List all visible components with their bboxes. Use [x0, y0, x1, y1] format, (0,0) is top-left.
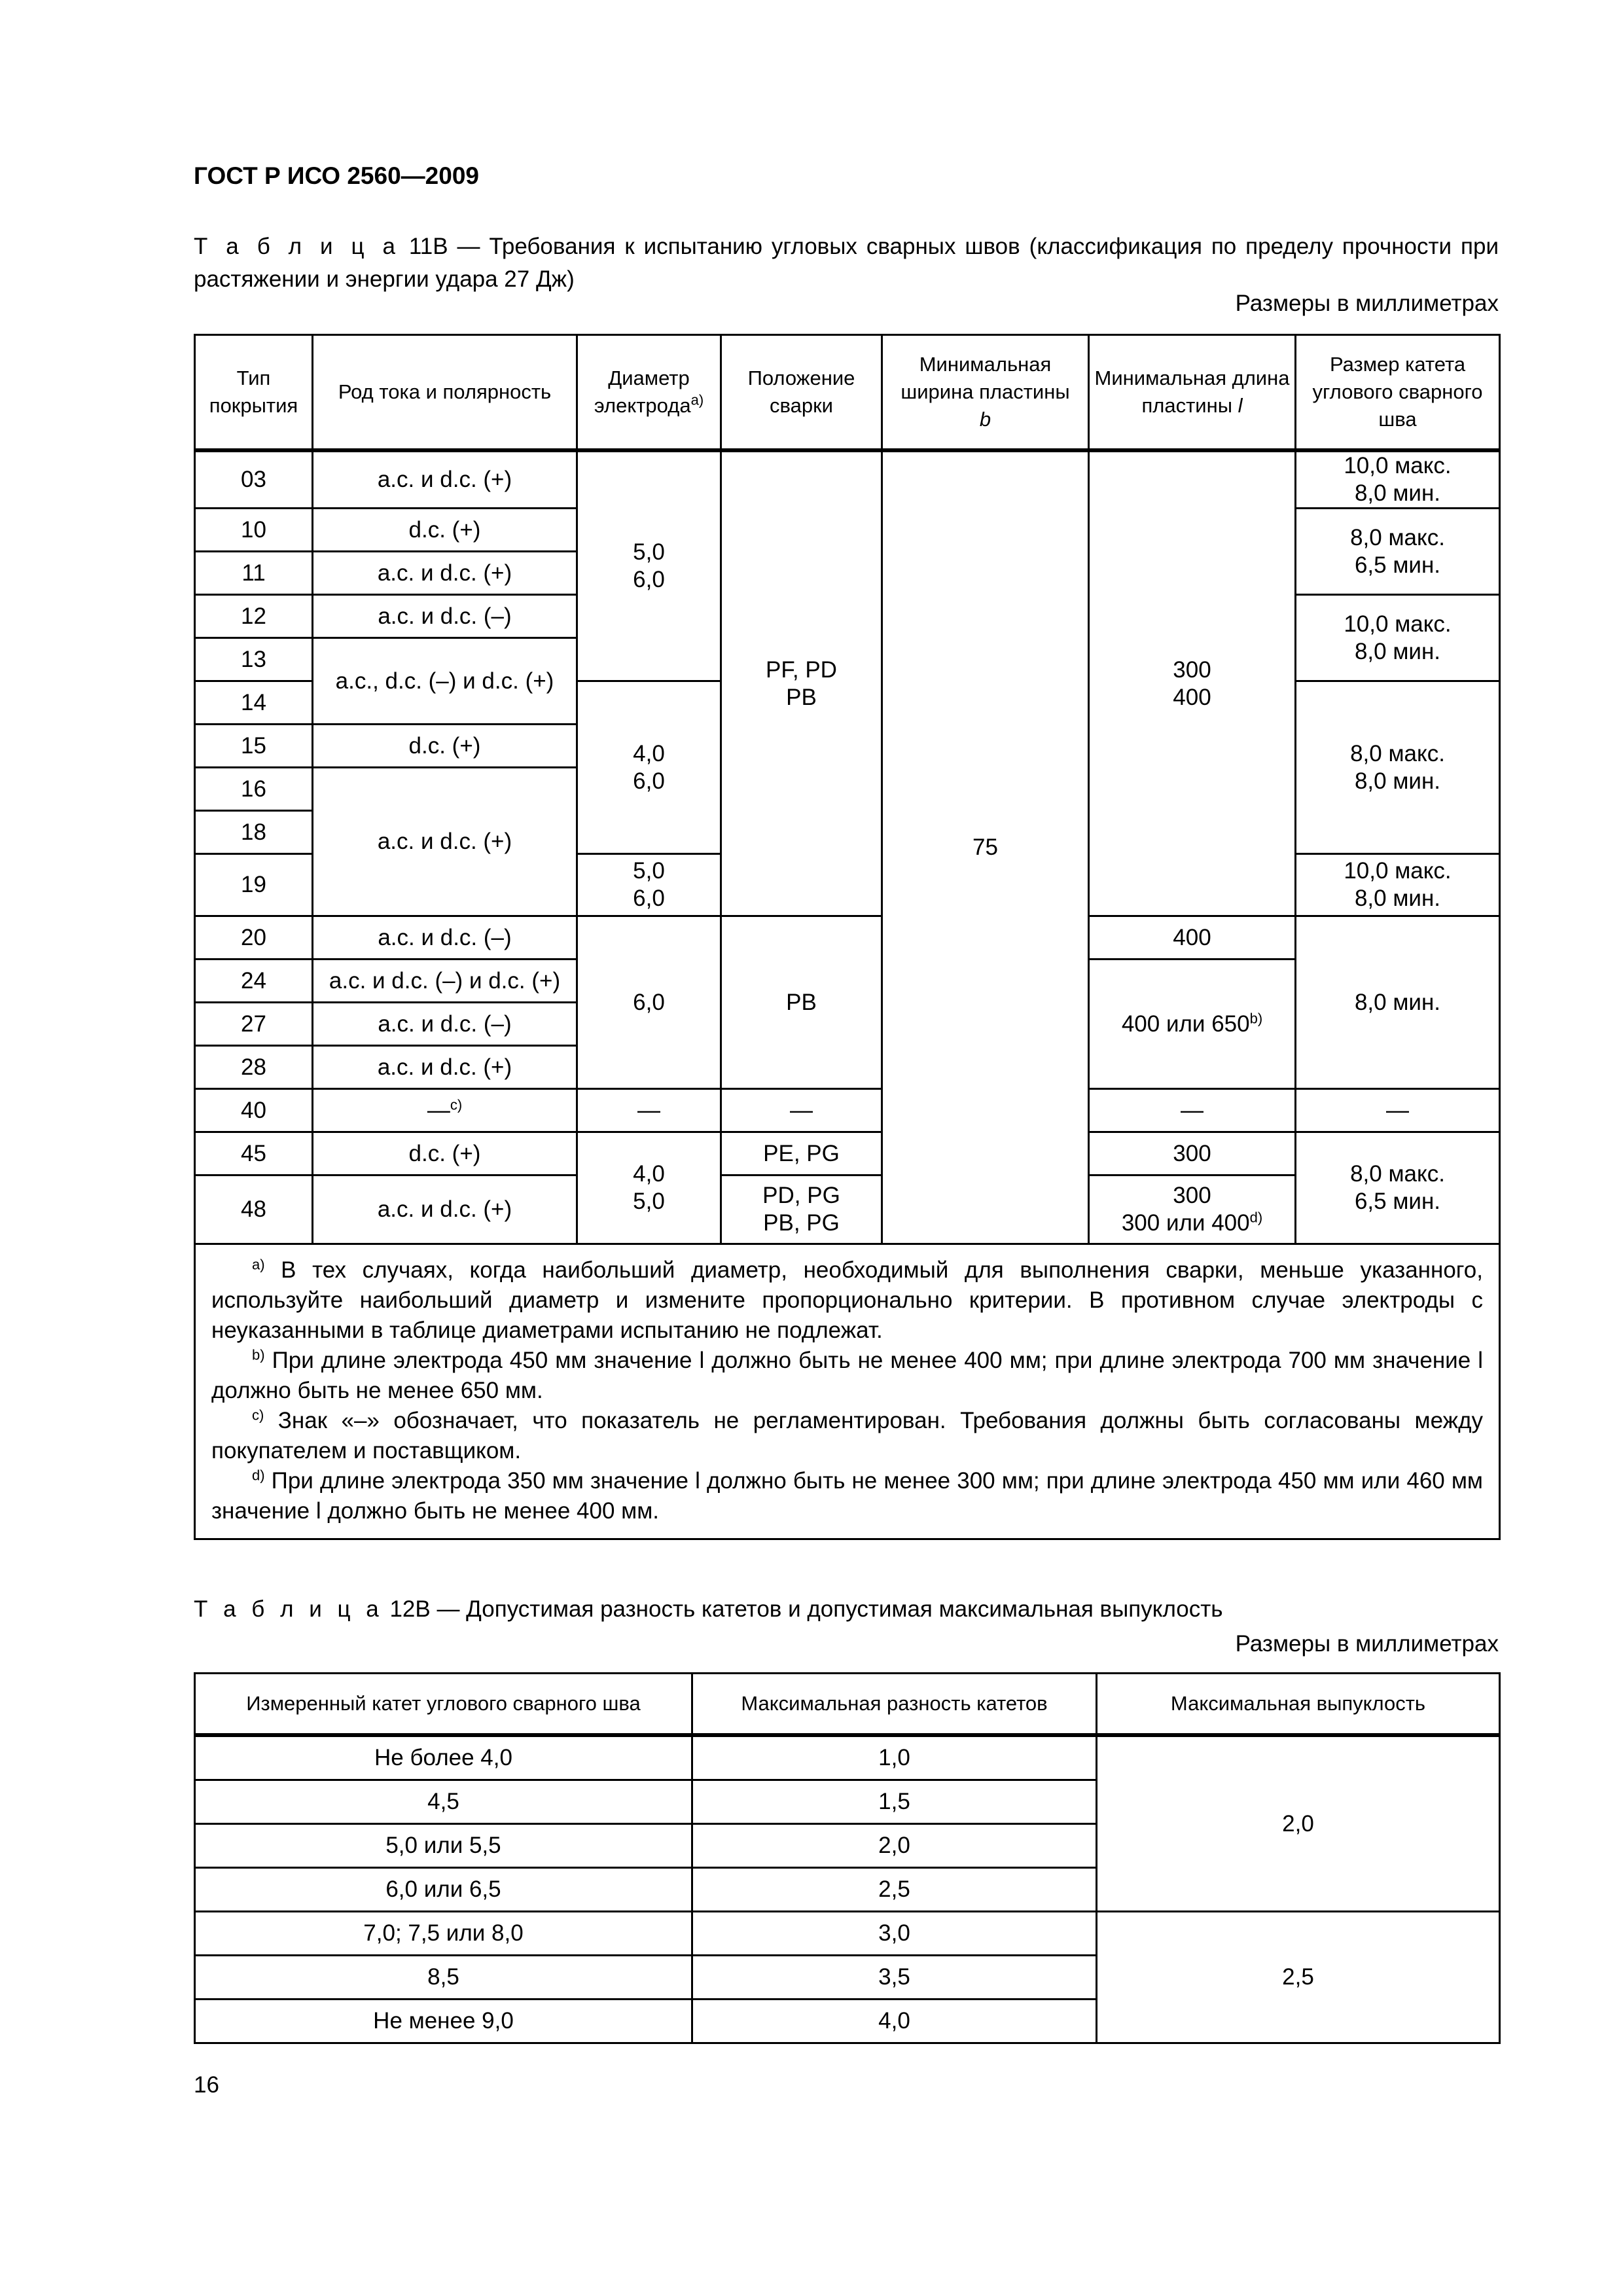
cell-text: 5,0	[633, 539, 665, 565]
document-header: ГОСТ Р ИСО 2560—2009	[194, 162, 479, 189]
cell-text: Минимальная ширина пластины	[901, 353, 1070, 403]
type-cell: 28	[195, 1046, 313, 1089]
cell-text: —	[427, 1097, 450, 1123]
min-length-cell: 300	[1089, 1132, 1296, 1175]
type-cell: 48	[195, 1175, 313, 1244]
footnote-a	[211, 1255, 1483, 1346]
leg-size-cell	[1296, 854, 1500, 916]
type-cell: 10	[195, 509, 313, 552]
footnote-marker: а)	[252, 1256, 265, 1273]
cell-text: 8,0 мин.	[1354, 480, 1441, 506]
leg-size-cell	[1296, 681, 1500, 854]
leg-size-cell: 8,0 мин.	[1296, 916, 1500, 1089]
table-12b	[194, 1672, 1501, 2044]
cell-text: 6,5 мин.	[1354, 1189, 1441, 1214]
type-cell: 18	[195, 811, 313, 854]
min-length-cell	[1089, 450, 1296, 916]
leg-diff-cell: 4,0	[692, 2000, 1097, 2043]
leg-diff-cell: 3,5	[692, 1956, 1097, 2000]
type-cell: 03	[195, 450, 313, 509]
current-cell: d.c. (+)	[313, 509, 577, 552]
footnote-c	[211, 1406, 1483, 1466]
measured-leg-cell: Не более 4,0	[195, 1735, 692, 1780]
min-length-cell	[1089, 1175, 1296, 1244]
caption-label: Т а б л и ц а	[194, 1596, 383, 1622]
cell-text: 8,0 мин.	[1354, 638, 1441, 664]
header-max-leg-diff: Максимальная разность катетов	[692, 1674, 1097, 1736]
leg-size-cell	[1296, 595, 1500, 681]
diameter-cell	[577, 681, 721, 854]
cell-text: 400	[1173, 684, 1211, 710]
leg-size-cell	[1296, 1132, 1500, 1244]
cell-text: 8,0 макс.	[1350, 1161, 1445, 1187]
footnote-marker: c)	[450, 1096, 463, 1113]
caption-text: 12В — Допустимая разность катетов и допустимая максимальная выпуклость	[383, 1596, 1223, 1622]
type-cell: 16	[195, 768, 313, 811]
cell-text: PF, PD	[766, 656, 837, 683]
leg-size-cell	[1296, 450, 1500, 509]
cell-text: 10,0 макс.	[1344, 858, 1452, 884]
cell-text: 4,0	[633, 1161, 665, 1187]
type-cell: 14	[195, 681, 313, 725]
leg-diff-cell: 3,0	[692, 1912, 1097, 1956]
footnote-b	[211, 1346, 1483, 1406]
cell-text: PD, PG	[762, 1183, 840, 1208]
header-max-convexity: Максимальная выпуклость	[1097, 1674, 1500, 1736]
table-11b-caption	[194, 230, 1499, 296]
header-current: Род тока и полярность	[313, 335, 577, 451]
position-cell: PE, PG	[721, 1132, 882, 1175]
measured-leg-cell: 5,0 или 5,5	[195, 1824, 692, 1868]
footnote-marker: а)	[690, 391, 704, 408]
footnote-marker: b)	[252, 1346, 265, 1363]
cell-text: l	[1238, 394, 1243, 417]
cell-text: 6,0	[633, 886, 665, 911]
type-cell: 12	[195, 595, 313, 638]
min-length-cell	[1089, 960, 1296, 1089]
position-cell: PB	[721, 916, 882, 1089]
caption-label: Т а б л и ц а	[194, 234, 400, 259]
cell-text: 300	[1173, 1183, 1211, 1208]
header-leg-size: Размер катета углового сварного шва	[1296, 335, 1500, 451]
position-cell	[721, 1175, 882, 1244]
current-cell: a.c. и d.c. (+)	[313, 1175, 577, 1244]
position-cell: —	[721, 1089, 882, 1132]
convexity-cell: 2,0	[1097, 1735, 1500, 1912]
measured-leg-cell: 4,5	[195, 1780, 692, 1824]
cell-text: 10,0 макс.	[1344, 611, 1452, 637]
convexity-cell: 2,5	[1097, 1912, 1500, 2043]
leg-diff-cell: 1,0	[692, 1735, 1097, 1780]
current-cell: a.c. и d.c. (+)	[313, 1046, 577, 1089]
type-cell: 45	[195, 1132, 313, 1175]
table-12b-units: Размеры в миллиметрах	[1235, 1631, 1499, 1657]
measured-leg-cell: Не менее 9,0	[195, 2000, 692, 2043]
cell-text: Диаметр электрода	[594, 367, 691, 417]
cell-text: 5,0	[633, 1189, 665, 1214]
current-cell: a.c. и d.c. (–)	[313, 1003, 577, 1046]
diameter-cell	[577, 854, 721, 916]
current-cell: a.c. и d.c. (–) и d.c. (+)	[313, 960, 577, 1003]
measured-leg-cell: 7,0; 7,5 или 8,0	[195, 1912, 692, 1956]
type-cell: 20	[195, 916, 313, 960]
cell-text: 8,0 макс.	[1350, 740, 1445, 766]
type-cell: 24	[195, 960, 313, 1003]
min-length-cell: —	[1089, 1089, 1296, 1132]
cell-text: 6,0	[633, 768, 665, 794]
header-type: Тип покрытия	[195, 335, 313, 451]
diameter-cell: —	[577, 1089, 721, 1132]
current-cell: a.c. и d.c. (+)	[313, 768, 577, 916]
cell-text: 8,0 мин.	[1354, 886, 1441, 911]
cell-text: 8,0 макс.	[1350, 524, 1445, 550]
footnote-marker: c)	[252, 1407, 264, 1424]
table-12b-caption	[194, 1593, 1223, 1626]
cell-text: При длине электрода 450 мм значение l должно быть не менее 400 мм; при длине электрода 700 мм значение l должно быть не менее 650 мм.	[211, 1348, 1483, 1403]
cell-text: 10,0 макс.	[1344, 453, 1452, 478]
type-cell: 27	[195, 1003, 313, 1046]
table-notes	[195, 1244, 1500, 1539]
table-11b	[194, 334, 1501, 1540]
type-cell: 13	[195, 638, 313, 681]
cell-text: 5,0	[633, 858, 665, 884]
cell-text: 300 или 400	[1121, 1210, 1250, 1236]
cell-text: b	[979, 408, 991, 431]
type-cell: 40	[195, 1089, 313, 1132]
min-width-cell: 75	[882, 450, 1089, 1244]
type-cell: 15	[195, 725, 313, 768]
type-cell: 19	[195, 854, 313, 916]
cell-text: 6,5 мин.	[1354, 552, 1441, 578]
current-cell: d.c. (+)	[313, 1132, 577, 1175]
cell-text: При длине электрода 350 мм значение l должно быть не менее 300 мм; при длине электрода 450 мм или 460 мм значение l должно быть не менее 400 мм.	[211, 1468, 1483, 1524]
min-length-cell: 400	[1089, 916, 1296, 960]
diameter-cell: 6,0	[577, 916, 721, 1089]
measured-leg-cell: 8,5	[195, 1956, 692, 2000]
footnote-marker: d)	[1249, 1209, 1263, 1226]
footnote-d	[211, 1466, 1483, 1526]
footnote-marker: d)	[252, 1467, 265, 1484]
cell-text: PB	[786, 684, 817, 710]
header-min-width	[882, 335, 1089, 451]
footnote-marker: b)	[1249, 1009, 1263, 1026]
caption-text: 11В — Требования к испытанию угловых сварных швов (классификация по пределу прочности при растяжении и энергии удара 27 Дж)	[194, 234, 1499, 292]
cell-text: PB, PG	[763, 1210, 840, 1236]
leg-diff-cell: 2,0	[692, 1824, 1097, 1868]
position-cell	[721, 450, 882, 916]
header-measured-leg: Измеренный катет углового сварного шва	[195, 1674, 692, 1736]
table-11b-units: Размеры в миллиметрах	[1235, 291, 1499, 316]
cell-text: 4,0	[633, 740, 665, 766]
cell-text: В тех случаях, когда наибольший диаметр, необходимый для выполнения сварки, меньше указанного, используйте наибольший диаметр и измените пропорционально критерии. В противном случае электроды с неуказанными в таблице диаметрами испытанию не подлежат.	[211, 1257, 1483, 1343]
cell-text: 300	[1173, 656, 1211, 683]
cell-text: 6,0	[633, 567, 665, 592]
leg-size-cell: —	[1296, 1089, 1500, 1132]
cell-text: 400 или 650	[1121, 1011, 1250, 1037]
current-cell: a.c. и d.c. (+)	[313, 552, 577, 595]
diameter-cell	[577, 450, 721, 681]
header-position: Положение сварки	[721, 335, 882, 451]
leg-size-cell	[1296, 509, 1500, 595]
current-cell: a.c., d.c. (–) и d.c. (+)	[313, 638, 577, 725]
page-number: 16	[194, 2072, 219, 2098]
cell-text: 8,0 мин.	[1354, 768, 1441, 794]
current-cell: a.c. и d.c. (–)	[313, 916, 577, 960]
current-cell: a.c. и d.c. (+)	[313, 450, 577, 509]
measured-leg-cell: 6,0 или 6,5	[195, 1868, 692, 1912]
leg-diff-cell: 1,5	[692, 1780, 1097, 1824]
type-cell: 11	[195, 552, 313, 595]
current-cell: a.c. и d.c. (–)	[313, 595, 577, 638]
cell-text: Минимальная длина пластины	[1094, 367, 1290, 417]
header-min-length	[1089, 335, 1296, 451]
header-diameter	[577, 335, 721, 451]
diameter-cell	[577, 1132, 721, 1244]
current-cell: d.c. (+)	[313, 725, 577, 768]
leg-diff-cell: 2,5	[692, 1868, 1097, 1912]
current-cell	[313, 1089, 577, 1132]
cell-text: Знак «–» обозначает, что показатель не регламентирован. Требования должны быть согласованы между покупателем и поставщиком.	[211, 1408, 1483, 1463]
